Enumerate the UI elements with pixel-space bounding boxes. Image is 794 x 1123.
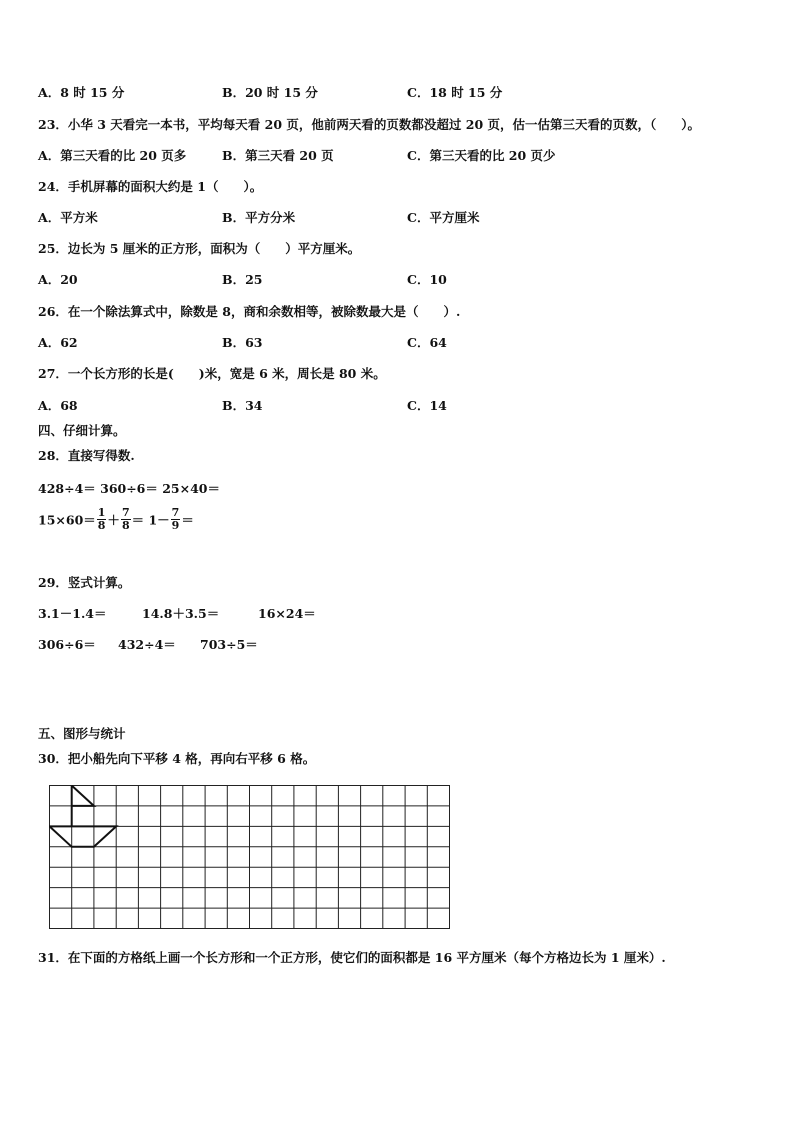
fraction-7-9 bbox=[171, 507, 181, 532]
q31-question: 31．在下面的方格纸上画一个长方形和一个正方形，使它们的面积都是 16 平方厘米（每个方格边长为 1 厘米）. bbox=[38, 950, 666, 965]
q23-option-a: A．第三天看的比 20 页多 bbox=[38, 148, 187, 163]
fraction-1-8 bbox=[97, 507, 107, 532]
q26-option-b: B．63 bbox=[222, 335, 263, 350]
q23-question: 23．小华 3 天看完一本书，平均每天看 20 页，他前两天看的页数都没超过 20 页，估一估第三天看的页数，（ ）。 bbox=[38, 117, 700, 132]
fraction-denominator: 8 bbox=[121, 519, 130, 532]
q25-option-a: A．20 bbox=[38, 272, 78, 287]
q28-row1: 428÷4＝ 360÷6＝ 25×40＝ bbox=[38, 481, 220, 496]
q28-question: 28．直接写得数. bbox=[38, 448, 135, 463]
q24-option-b: B．平方分米 bbox=[222, 210, 296, 225]
q28-row2-prefix: 15×60＝ bbox=[38, 512, 96, 528]
plus-sign: ＋ bbox=[107, 512, 120, 528]
boat-sail bbox=[72, 786, 94, 806]
q30-question: 30．把小船先向下平移 4 格，再向右平移 6 格。 bbox=[38, 751, 316, 766]
q29-expr-4: 306÷6＝ bbox=[38, 637, 96, 652]
q29-question: 29．竖式计算。 bbox=[38, 575, 131, 590]
q24-option-a: A．平方米 bbox=[38, 210, 98, 225]
fraction-7-8 bbox=[121, 507, 131, 532]
q29-expr-3: 16×24＝ bbox=[258, 606, 316, 621]
fraction-denominator: 8 bbox=[97, 519, 106, 532]
fraction-numerator: 7 bbox=[171, 506, 180, 519]
fraction-denominator: 9 bbox=[171, 519, 180, 532]
grid-paper bbox=[49, 785, 451, 933]
boat-shape bbox=[50, 786, 117, 847]
q27-option-a: A．68 bbox=[38, 398, 78, 413]
q23-option-b: B．第三天看 20 页 bbox=[222, 148, 334, 163]
fraction-numerator: 1 bbox=[97, 506, 106, 519]
q24-question: 24．手机屏幕的面积大约是 1（ ）。 bbox=[38, 179, 263, 194]
section-4-heading: 四、仔细计算。 bbox=[38, 423, 126, 438]
q25-question: 25．边长为 5 厘米的正方形，面积为（ ）平方厘米。 bbox=[38, 241, 361, 256]
q26-question: 26．在一个除法算式中，除数是 8，商和余数相等，被除数最大是（ ）. bbox=[38, 304, 461, 319]
q25-option-c: C．10 bbox=[407, 272, 447, 287]
q29-expr-5: 432÷4＝ bbox=[118, 637, 176, 652]
section-5-heading: 五、图形与统计 bbox=[38, 726, 126, 741]
q22-option-a: A．8 时 15 分 bbox=[38, 85, 125, 100]
q25-option-b: B．25 bbox=[222, 272, 263, 287]
q28-row2 bbox=[38, 507, 194, 532]
q27-option-b: B．34 bbox=[222, 398, 263, 413]
grid-vertical-lines bbox=[72, 786, 428, 929]
q26-option-c: C．64 bbox=[407, 335, 447, 350]
q29-expr-6: 703÷5＝ bbox=[200, 637, 258, 652]
grid-svg bbox=[49, 785, 451, 930]
q28-row2-eq2: ＝ bbox=[181, 512, 194, 528]
q23-option-c: C．第三天看的比 20 页少 bbox=[407, 148, 556, 163]
q27-question: 27．一个长方形的长是( )米，宽是 6 米，周长是 80 米。 bbox=[38, 366, 386, 381]
q29-expr-2: 14.8＋3.5＝ bbox=[142, 606, 220, 621]
q22-option-c: C．18 时 15 分 bbox=[407, 85, 503, 100]
q24-option-c: C．平方厘米 bbox=[407, 210, 480, 225]
fraction-numerator: 7 bbox=[121, 506, 130, 519]
q22-option-b: B．20 时 15 分 bbox=[222, 85, 318, 100]
q26-option-a: A．62 bbox=[38, 335, 78, 350]
boat-hull bbox=[50, 826, 117, 846]
q27-option-c: C．14 bbox=[407, 398, 447, 413]
q29-expr-1: 3.1－1.4＝ bbox=[38, 606, 107, 621]
q28-row2-eq1: ＝ 1－ bbox=[131, 512, 170, 528]
grid-lines bbox=[50, 786, 450, 929]
